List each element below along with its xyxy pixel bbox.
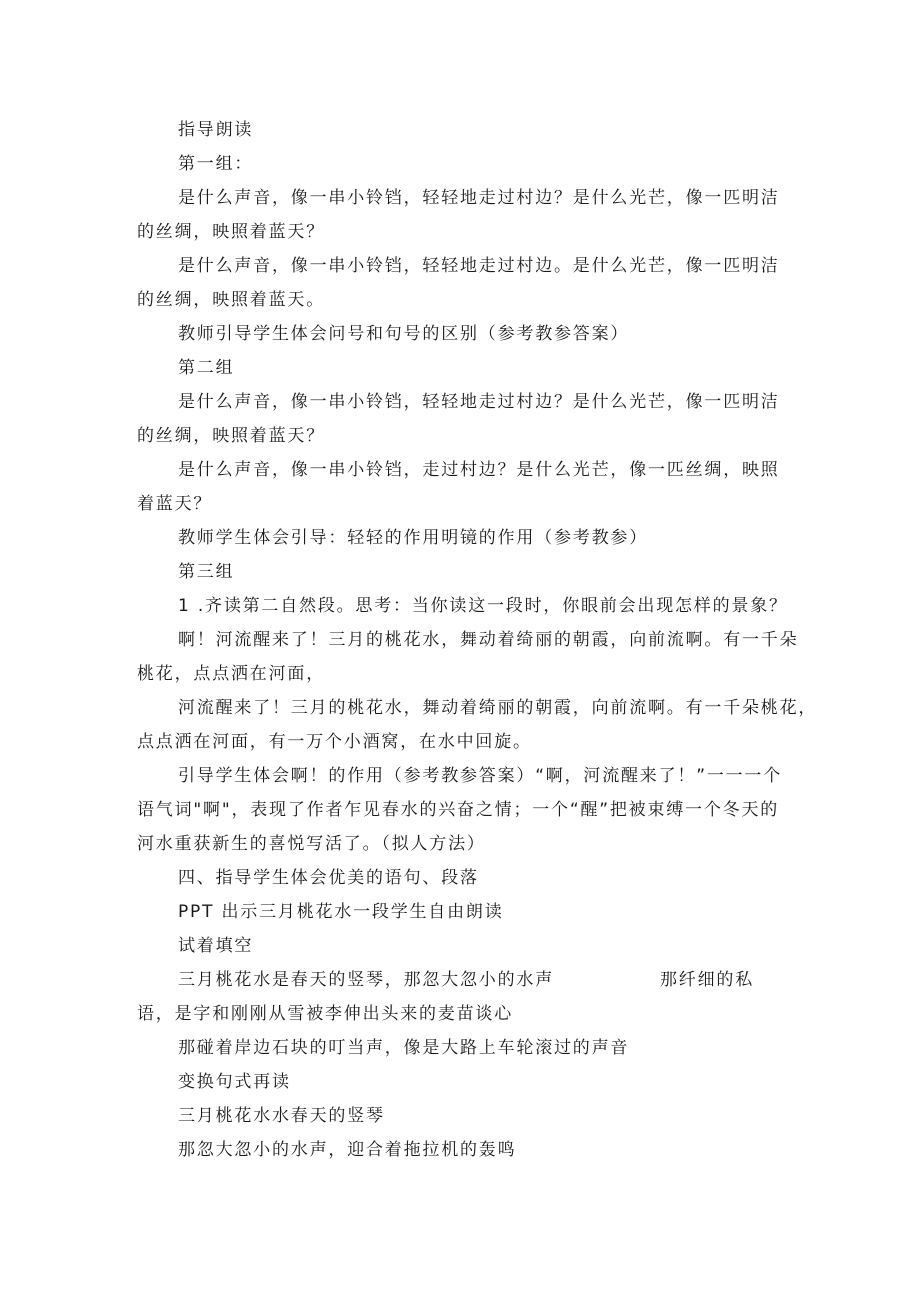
paragraph-line: 的丝绸，映照着蓝天？ [137,426,325,446]
paragraph-line: 桃花，点点洒在河面， [137,664,325,684]
paragraph-line: 引导学生体会啊！的作用（参考教参答案）“啊，河流醒来了！”一一一个 [178,766,783,786]
numbered-item: 1 .齐读第二自然段。思考：当你读这一段时，你眼前会出现怎样的景象？ [178,596,788,616]
paragraph-line: 语，是字和刚刚从雪被李伸出头来的麦苗谈心 [137,1004,513,1024]
paragraph-line: 三月桃花水水春天的竖琴 [178,1106,385,1126]
line-group-two-label: 第二组 [178,358,235,378]
fill-blank-line [178,968,754,992]
paragraph-line: 着蓝天？ [137,494,213,514]
paragraph-line: 那忽大忽小的水声，迎合着拖拉机的轰鸣 [178,1140,517,1160]
paragraph-line: 河水重获新生的喜悦写活了。（拟人方法） [137,834,486,854]
paragraph-line: 那碰着岸边石块的叮当声，像是大路上车轮滚过的声音 [178,1038,630,1058]
paragraph-line: 教师引导学生体会问号和句号的区别（参考教参答案） [178,324,630,344]
paragraph-line: 是什么声音，像一串小铃铛，轻轻地走过村边？是什么光芒，像一匹明洁 [178,392,780,412]
paragraph-line: 教师学生体会引导：轻轻的作用明镜的作用（参考教参） [178,528,648,548]
paragraph-line: 是什么声音，像一串小铃铛，轻轻地走过村边？是什么光芒，像一匹明洁 [178,188,780,208]
section-heading: 四、指导学生体会优美的语句、段落 [178,868,479,888]
line-group-three-label: 第三组 [178,562,235,582]
paragraph-line: 试着填空 [178,936,254,956]
paragraph-line: 点点洒在河面，有一万个小酒窝，在水中回旋。 [137,732,532,752]
line-heading-guided-reading: 指导朗读 [178,120,254,140]
fill-blank-second-part: 那纤细的私 [660,970,754,990]
paragraph-line: 是什么声音，像一串小铃铛，走过村边？是什么光芒，像一匹丝绸，映照 [178,460,780,480]
paragraph-line: 是什么声音，像一串小铃铛，轻轻地走过村边。是什么光芒，像一匹明洁 [178,256,780,276]
paragraph-line: PPT 出示三月桃花水一段学生自由朗读 [178,902,504,922]
paragraph-line: 语气词"啊"，表现了作者乍见春水的兴奋之情；一个“醒”把被束缚一个冬天的 [137,800,780,820]
paragraph-line: 变换句式再读 [178,1072,291,1092]
paragraph-line: 的丝绸，映照着蓝天。 [137,290,325,310]
fill-blank-first-part: 三月桃花水是春天的竖琴，那忽大忽小的水声 [178,970,554,990]
paragraph-line: 河流醒来了！三月的桃花水，舞动着绮丽的朝霞，向前流啊。有一千朵桃花， [178,698,818,718]
paragraph-line: 啊！河流醒来了！三月的桃花水，舞动着绮丽的朝霞，向前流啊。有一千朵 [178,630,799,650]
paragraph-line: 的丝绸，映照着蓝天？ [137,222,325,242]
line-group-one-label: 第一组： [178,154,254,174]
